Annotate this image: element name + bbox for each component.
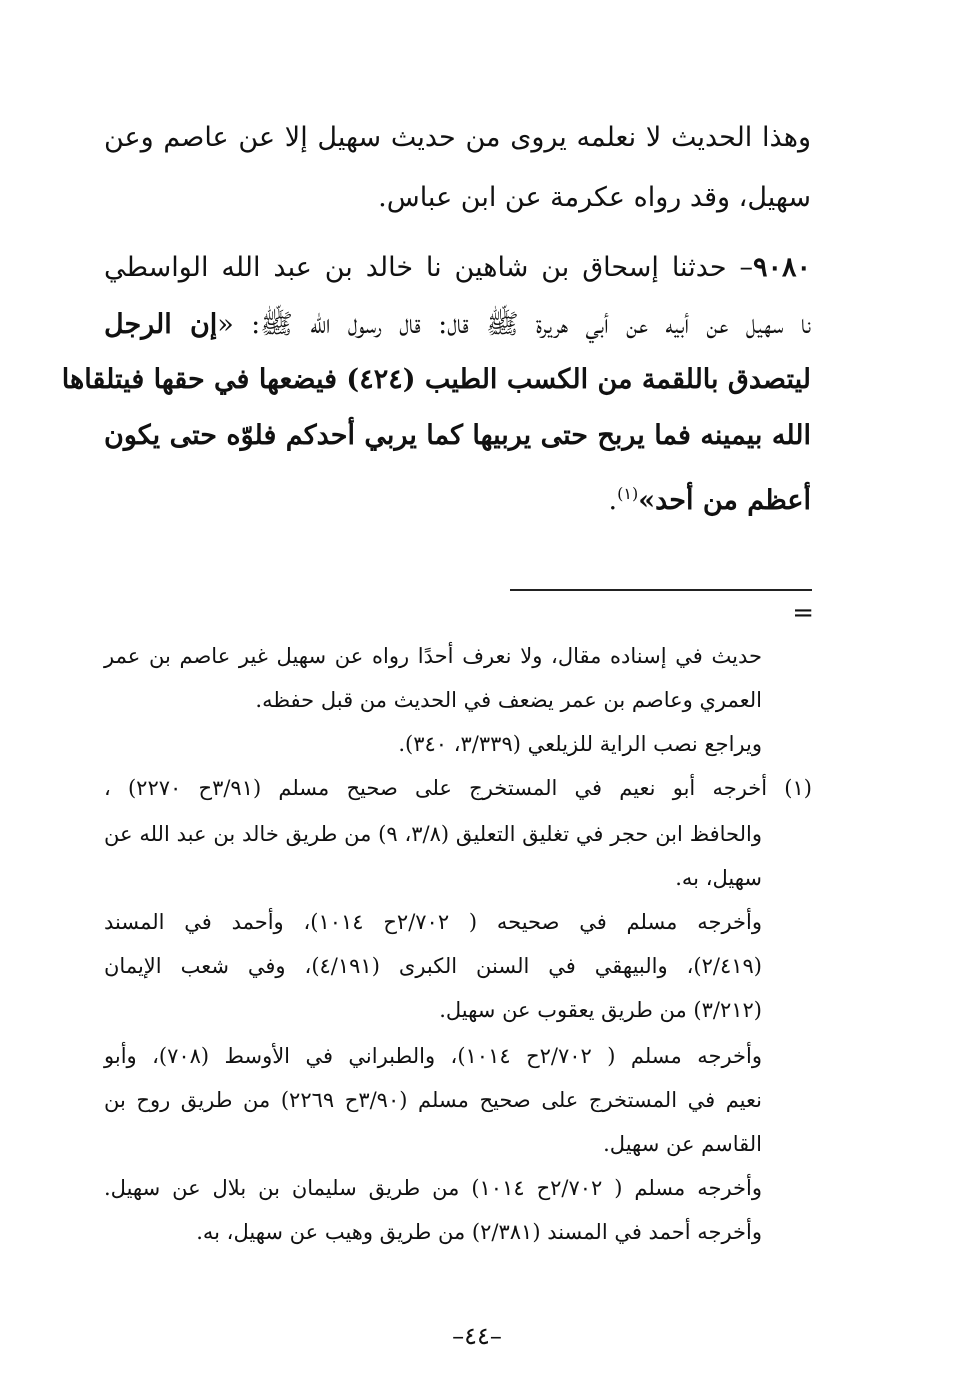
footnote-line: وأخرجه مسلم ( ٢/٧٠٢ح ١٠١٤)، والطبراني في الأوسط (٧٠٨)، وأبو (104, 1044, 762, 1068)
isnad-text: – حدثنا إسحاق بن شاهين نا خالد بن عبد الله الواسطي (104, 252, 753, 283)
page-number: –٤٤– (452, 1322, 502, 1350)
main-text-line-4 (104, 305, 811, 345)
footnote-separator (510, 589, 812, 591)
footnote-line: سهيل، به. (675, 866, 762, 890)
main-text-line-1: وهذا الحديث لا نعلمه يروى من حديث سهيل إلا عن عاصم وعن (104, 122, 811, 153)
matn-line-1: ليتصدق باللقمة من الكسب الطيب (٤٢٤) فيضعها في حقها فيتلقاها (61, 364, 811, 395)
continuation-marker: = (792, 598, 814, 628)
footnote-ref: (١) (617, 484, 639, 503)
matn-line-2: الله بيمينه فما يربح حتى يربيها كما يربي أحدكم فلوّه حتى يكون (104, 420, 811, 451)
footnote-line: نعيم في المستخرج على صحيح مسلم (٣/٩٠ح ٢٢٦٩) من طريق روح بن (104, 1088, 762, 1112)
hadith-opening-line (104, 248, 811, 288)
matn-start: إن الرجل (104, 309, 218, 340)
matn-end: أعظم من أحد» (638, 485, 811, 516)
footnote-line: حديث في إسناده مقال، ولا نعرف أحدًا رواه عن سهيل غير عاصم بن عمر (104, 644, 762, 668)
footnote-line: وأخرجه مسلم ( ٢/٧٠٢ح ١٠١٤) من طريق سليمان بن بلال عن سهيل. (104, 1176, 762, 1200)
hadith-number: ٩٠٨٠ (753, 252, 812, 283)
footnote-line: (١) أخرجه أبو نعيم في المستخرج على صحيح مسلم (٣/٩١ح ٢٢٧٠) ، (104, 776, 812, 800)
footnote-line: العمري وعاصم بن عمر يضعف في الحديث من قبل حفظه. (255, 688, 762, 712)
footnote-line: القاسم عن سهيل. (603, 1132, 762, 1156)
isnad-continuation: نا سهيل عن أبيه عن أبي هريرة ﷺ قال: قال رسول الله ﷺ: « (217, 309, 811, 340)
footnote-line: وأخرجه أحمد في المسند (٢/٣٨١) من طريق وهيب عن سهيل، به. (196, 1220, 762, 1244)
footnote-line: (٢/٤١٩)، والبيهقي في السنن الكبرى (٤/١٩١)، وفي شعب الإيمان (104, 954, 762, 978)
footnote-line: ويراجع نصب الراية للزيلعي (٣/٣٣٩، ٣٤٠). (398, 732, 762, 756)
matn-line-3 (609, 474, 811, 521)
main-text-line-2: سهيل، وقد رواه عكرمة عن ابن عباس. (378, 182, 811, 213)
matn-period: . (608, 485, 618, 516)
footnote-line: وأخرجه مسلم في صحيحه ( ٢/٧٠٢ح ١٠١٤)، وأحمد في المسند (104, 910, 762, 934)
footnote-line: والحافظ ابن حجر في تغليق التعليق (٣/٨، ٩) من طريق خالد بن عبد الله عن (104, 822, 762, 846)
footnote-line: (٣/٢١٢) من طريق يعقوب عن سهيل. (439, 998, 762, 1022)
